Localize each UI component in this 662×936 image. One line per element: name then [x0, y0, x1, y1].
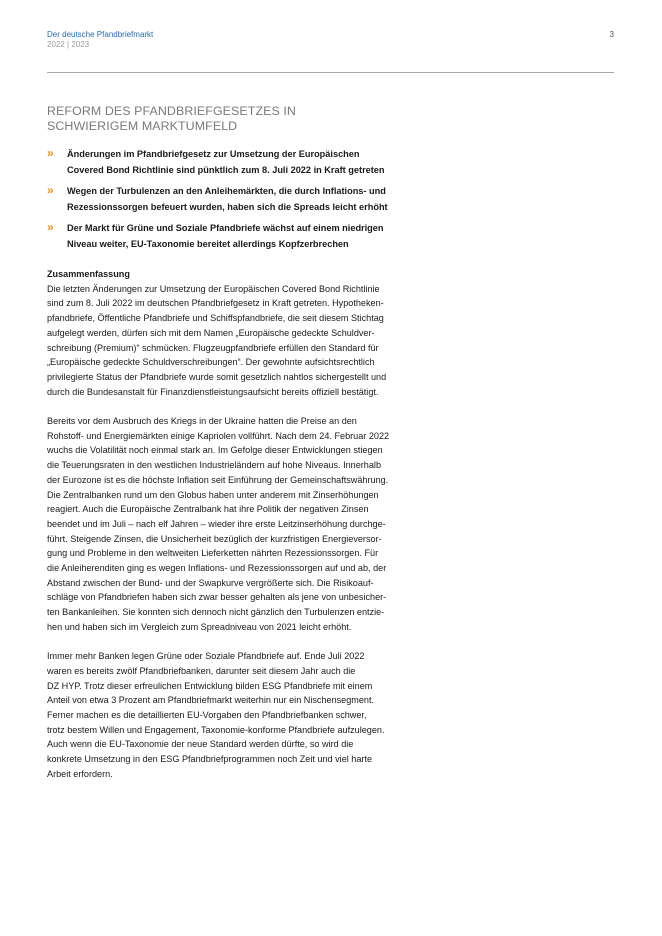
- text-line: privilegierte Status der Pfandbriefe wurde somit gesetzlich nahtlos sichergestellt und: [47, 371, 387, 382]
- headline-line-1: REFORM DES PFANDBRIEFGESETZES IN: [47, 104, 296, 118]
- key-point: [47, 220, 447, 252]
- text-line: DZ HYP. Trotz dieser erfreulichen Entwicklung bilden ESG Pfandbriefe mit einem: [47, 680, 373, 691]
- page-number: 3: [609, 30, 614, 39]
- text-line: Die Zentralbanken rund um den Globus haben unter anderem mit Zinserhöhungen: [47, 489, 379, 500]
- key-point-line: Änderungen im Pfandbriefgesetz zur Umsetzung der Europäischen: [67, 149, 360, 159]
- text-line: beendet und im Juli – nach elf Jahren – wieder ihre erste Leitzinserhöhung durchge-: [47, 518, 386, 529]
- section-headline: [47, 104, 447, 133]
- text-line: trotz bestem Willen und Engagement, Taxonomie-konforme Pfandbriefe aufzulegen.: [47, 724, 385, 735]
- key-point-line: Covered Bond Richtlinie sind pünktlich zum 8. Juli 2022 in Kraft getreten: [67, 165, 385, 175]
- chevron-right-icon: »: [47, 183, 54, 197]
- text-line: waren es bereits zwölf Pfandbriefbanken, darunter seit diesem Jahr auch die: [47, 665, 356, 676]
- text-line: hen und haben sich im Vergleich zum Spreadniveau von 2021 leicht erhöht.: [47, 621, 352, 632]
- text-line: Bereits vor dem Ausbruch des Kriegs in der Ukraine hatten die Preise an den: [47, 416, 357, 427]
- summary-paragraph-1: [47, 282, 437, 400]
- text-line: aufgelegt werden, dürfen sich mit dem Namen „Europäische gedeckte Schuldver-: [47, 327, 375, 338]
- headline-line-2: SCHWIERIGEM MARKTUMFELD: [47, 118, 238, 133]
- text-line: reagiert. Auch die Europäische Zentralbank hat ihre Politik der negativen Zinsen: [47, 504, 369, 515]
- text-line: Immer mehr Banken legen Grüne oder Soziale Pfandbriefe auf. Ende Juli 2022: [47, 651, 365, 662]
- text-line: Anteil von etwa 3 Prozent am Pfandbriefmarkt weiterhin nur ein Nischensegment.: [47, 695, 375, 706]
- text-line: Rohstoff- und Energiemärkten einige Kapriolen vollführt. Nach dem 24. Februar 2022: [47, 430, 390, 441]
- text-line: „Europäische gedeckte Schuldverschreibungen“. Der gewohnte aufsichtsrechtlich: [47, 357, 375, 368]
- key-point-line: Rezessionssorgen befeuert wurden, haben sich die Spreads leicht erhöht: [67, 202, 388, 212]
- text-line: schläge von Pfandbriefen haben sich zwar besser gehalten als jene von unbesicher-: [47, 592, 387, 603]
- key-point: [47, 183, 447, 215]
- text-line: gung und Probleme in den weltweiten Lieferketten nährten Rezessionssorgen. Für: [47, 548, 379, 559]
- text-line: die Anleiherenditen ging es wegen Inflations- und Rezessionssorgen auf und ab, der: [47, 563, 387, 574]
- summary-paragraph-2: [47, 414, 437, 635]
- text-line: wuchs die Volatilität noch einmal stark an. Im Gefolge dieser Entwicklungen stiegen: [47, 445, 383, 456]
- chevron-right-icon: »: [47, 220, 54, 234]
- summary-paragraph-3: [47, 649, 437, 781]
- key-points-list: [47, 146, 447, 257]
- text-line: schreibung (Premium)“ schmücken. Flugzeugpfandbriefe erfüllen den Standard für: [47, 342, 379, 353]
- publication-year: 2022 | 2023: [47, 40, 90, 49]
- page-header: [47, 30, 614, 50]
- text-line: sind zum 8. Juli 2022 im deutschen Pfandbriefgesetz in Kraft getreten. Hypotheken-: [47, 298, 384, 309]
- key-point: [47, 146, 447, 178]
- chevron-right-icon: »: [47, 146, 54, 160]
- key-point-line: Niveau weiter, EU-Taxonomie bereitet allerdings Kopfzerbrechen: [67, 239, 349, 249]
- text-line: Die letzten Änderungen zur Umsetzung der Europäischen Covered Bond Richtlinie: [47, 283, 380, 294]
- key-point-line: Der Markt für Grüne und Soziale Pfandbriefe wächst auf einem niedrigen: [67, 223, 384, 233]
- text-line: der Eurozone ist es die höchste Inflation seit Einführung der Gemeinschaftswährung.: [47, 474, 389, 485]
- text-line: Arbeit erfordern.: [47, 768, 113, 779]
- publication-title: Der deutsche Pfandbriefmarkt: [47, 30, 154, 39]
- key-point-line: Wegen der Turbulenzen an den Anleihemärkten, die durch Inflations- und: [67, 186, 386, 196]
- text-line: führt. Steigende Zinsen, die Unsicherheit bezüglich der kurzfristigen Energieversor-: [47, 533, 382, 544]
- text-line: Ferner machen es die detaillierten EU-Vorgaben den Pfandbriefbanken schwer,: [47, 710, 367, 721]
- summary-title: Zusammenfassung: [47, 269, 130, 279]
- text-line: Auch wenn die EU-Taxonomie der neue Standard werden dürfte, so wird die: [47, 739, 354, 750]
- text-line: pfandbriefe, Öffentliche Pfandbriefe und Schiffspfandbriefe, die seit diesem Stichtag: [47, 313, 384, 324]
- summary-section: [47, 267, 437, 796]
- text-line: durch die Bundesanstalt für Finanzdienstleistungsaufsicht bereits offiziell bestätigt.: [47, 386, 379, 397]
- text-line: die Teuerungsraten in den westlichen Industrieländern auf hohe Niveaus. Innerhalb: [47, 460, 381, 471]
- header-divider: [47, 72, 614, 73]
- text-line: konkrete Umsetzung in den ESG Pfandbriefprogrammen noch Zeit und viel harte: [47, 754, 373, 765]
- text-line: ten Bankanleihen. Sie konnten sich dennoch nicht gänzlich den Turbulenzen entzie-: [47, 607, 385, 618]
- text-line: Abstand zwischen der Bund- und der Swapkurve vergrößerte sich. Die Risikoauf-: [47, 577, 374, 588]
